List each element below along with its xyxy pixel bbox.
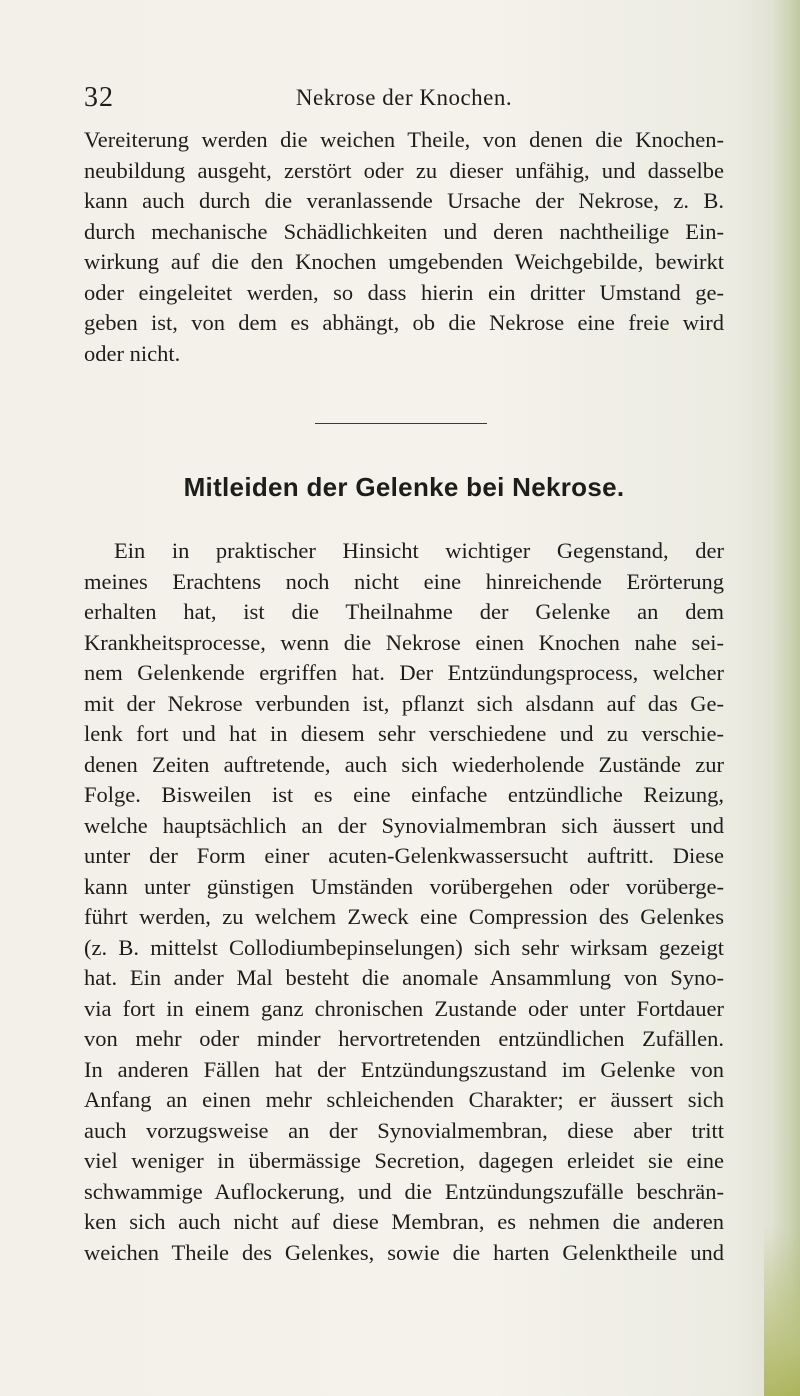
text-line: kann auch durch die veranlassende Ursache der Nekrose, z. B. <box>84 188 724 213</box>
text-line: welche hauptsächlich an der Synovialmembran sich äussert und <box>84 812 724 838</box>
text-line: geben ist, von dem es abhängt, ob die Nekrose eine freie wird <box>84 310 724 335</box>
text-line: hat. Ein ander Mal besteht die anomale Ansammlung von Syno- <box>84 965 724 990</box>
text-line: lenk fort und hat in diesem sehr verschiedene und zu verschie- <box>84 721 724 746</box>
text-line: schwammige Auflockerung, und die Entzündungszufälle beschrän- <box>84 1178 724 1204</box>
text-line: Vereiterung werden die weichen Theile, von denen die Knochen- <box>84 127 724 152</box>
section-heading: Mitleiden der Gelenke bei Nekrose. <box>183 472 625 502</box>
text-line: viel weniger in übermässige Secretion, dagegen erleidet sie eine <box>84 1148 724 1173</box>
text-line: von mehr oder minder hervortretenden entzündlichen Zufällen. <box>84 1026 724 1051</box>
text-line: In anderen Fällen hat der Entzündungszustand im Gelenke von <box>84 1056 724 1082</box>
text-line: oder eingeleitet werden, so dass hierin ein dritter Umstand ge- <box>84 279 724 305</box>
text-line: führt werden, zu welchem Zweck eine Compression des Gelenkes <box>84 904 724 929</box>
text-line: ken sich auch nicht auf diese Membran, es nehmen die anderen <box>84 1209 724 1234</box>
paragraph-1 <box>84 125 724 369</box>
text-line: nem Gelenkende ergriffen hat. Der Entzündungsprocess, welcher <box>84 660 724 685</box>
text-line: durch mechanische Schädlichkeiten und deren nachtheilige Ein- <box>84 218 724 244</box>
text-line: denen Zeiten auftretende, auch sich wiederholende Zustände zur <box>84 751 724 777</box>
text-line: via fort in einem ganz chronischen Zustande oder unter Fortdauer <box>84 995 724 1021</box>
text-line: neubildung ausgeht, zerstört oder zu dieser unfähig, und dasselbe <box>84 157 724 183</box>
page-header <box>84 82 724 118</box>
text-line: kann unter günstigen Umständen vorübergehen oder vorüberge- <box>84 873 724 899</box>
page-edge-shadow <box>772 0 800 1396</box>
text-line: wirkung auf die den Knochen umgebenden Weichgebilde, bewirkt <box>84 249 724 274</box>
text-line: mit der Nekrose verbunden ist, pflanzt sich alsdann auf das Ge- <box>84 690 724 716</box>
text-line: Folge. Bisweilen ist es eine einfache entzündliche Reizung, <box>84 782 724 807</box>
text-line: (z. B. mittelst Collodiumbepinselungen) sich sehr wirksam gezeigt <box>84 934 724 960</box>
text-line: Anfang an einen mehr schleichenden Charakter; er äussert sich <box>84 1087 724 1112</box>
running-head: Nekrose der Knochen. <box>295 85 513 110</box>
page-edge-stain <box>764 1226 800 1396</box>
text-line: Krankheitsprocesse, wenn die Nekrose einen Knochen nahe sei- <box>84 629 724 655</box>
text-line: auch vorzugsweise an der Synovialmembran, diese aber tritt <box>84 1117 724 1143</box>
paragraph-2 <box>84 536 724 1268</box>
text-line: unter der Form einer acuten-Gelenkwassersucht auftritt. Diese <box>84 843 724 868</box>
text-line: meines Erachtens noch nicht eine hinreichende Erörterung <box>84 568 724 594</box>
text-line: erhalten hat, ist die Theilnahme der Gelenke an dem <box>84 599 724 624</box>
section-divider <box>315 423 487 424</box>
text-line: weichen Theile des Gelenkes, sowie die harten Gelenktheile und <box>84 1239 724 1265</box>
page-number: 32 <box>84 82 114 113</box>
text-line: Ein in praktischer Hinsicht wichtiger Gegenstand, der <box>114 538 724 563</box>
text-line: oder nicht. <box>84 340 181 366</box>
